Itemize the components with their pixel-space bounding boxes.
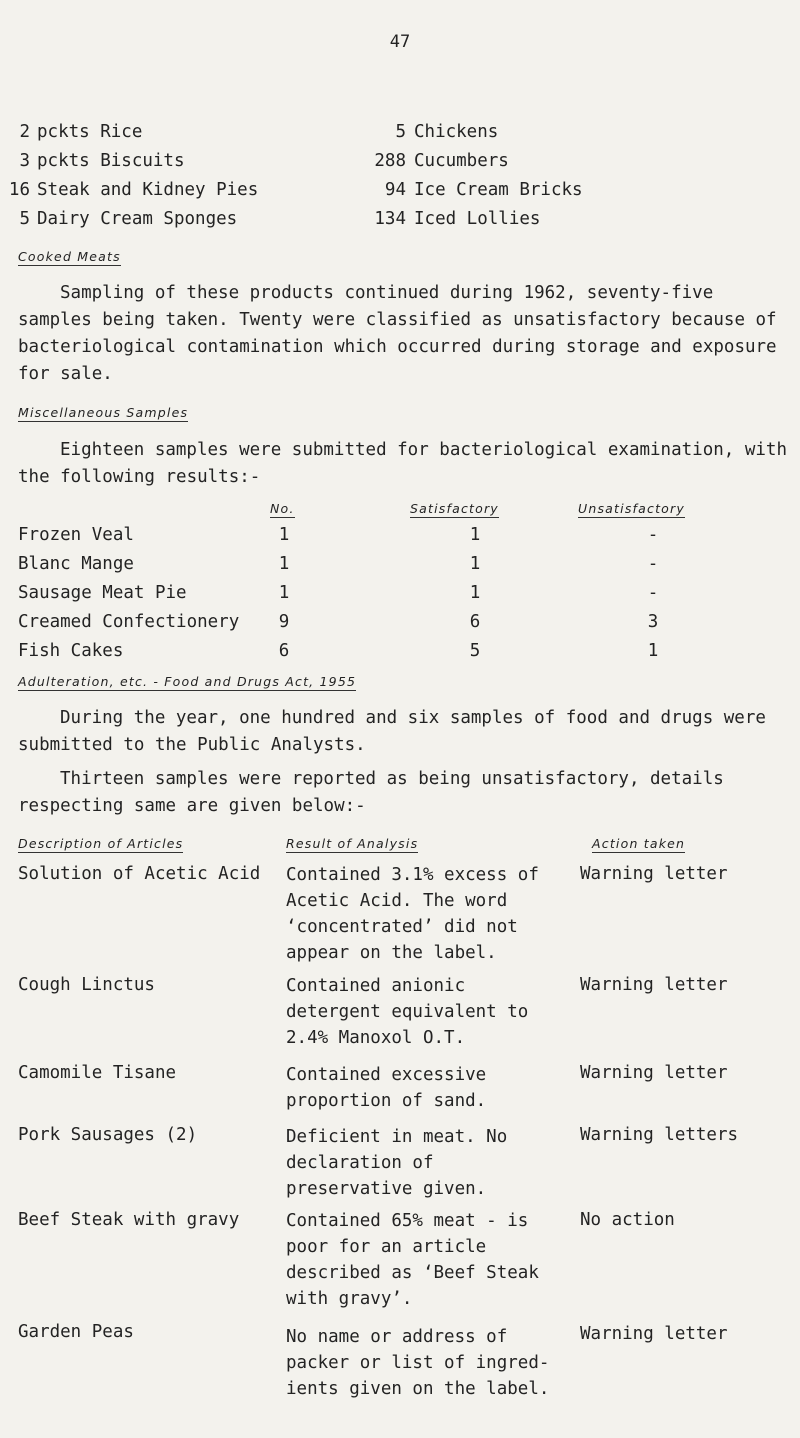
sample-unsatisfactory: - <box>647 554 659 574</box>
item-qty: 16 <box>8 180 30 200</box>
column-header-unsatisfactory: Unsatisfactory <box>578 501 685 516</box>
action-taken: Warning letter <box>580 1063 728 1083</box>
sample-no: 1 <box>278 583 290 603</box>
section-heading-adulteration: Adulteration, etc. - Food and Drugs Act, 1955 <box>18 674 357 689</box>
article-name: Beef Steak with gravy <box>18 1210 240 1230</box>
item-name: Steak and Kidney Pies <box>37 180 259 200</box>
article-name: Solution of Acetic Acid <box>18 864 261 884</box>
item-qty: 5 <box>19 209 30 229</box>
sample-unsatisfactory: - <box>647 583 659 603</box>
item-qty: 2 <box>19 122 30 142</box>
sample-satisfactory: 1 <box>469 554 481 574</box>
sample-satisfactory: 5 <box>469 641 481 661</box>
item-name: Iced Lollies <box>414 209 541 229</box>
sample-satisfactory: 1 <box>469 525 481 545</box>
item-name: pckts Biscuits <box>37 151 185 171</box>
adulteration-paragraph-1 <box>18 705 788 759</box>
sample-no: 1 <box>278 525 290 545</box>
cooked-meats-paragraph <box>18 280 788 388</box>
sample-no: 1 <box>278 554 290 574</box>
item-name: Cucumbers <box>414 151 509 171</box>
item-name: pckts Rice <box>37 122 143 142</box>
action-taken: Warning letter <box>580 1324 728 1344</box>
sample-name: Blanc Mange <box>18 554 134 574</box>
adulteration-text-2: Thirteen samples were reported as being unsatisfactory, details respecting same are given below:- <box>18 769 724 816</box>
section-heading-cooked-meats: Cooked Meats <box>18 249 121 264</box>
page-number: 47 <box>389 32 411 52</box>
item-qty: 134 <box>374 209 406 229</box>
article-name: Camomile Tisane <box>18 1063 177 1083</box>
item-qty: 3 <box>19 151 30 171</box>
column-header-satisfactory: Satisfactory <box>410 501 499 516</box>
analysis-result: Contained 65% meat - is poor for an article described as ‘Beef Steak with gravy’. <box>286 1211 539 1309</box>
action-taken: Warning letter <box>580 975 728 995</box>
sample-satisfactory: 6 <box>469 612 481 632</box>
item-qty: 5 <box>395 122 406 142</box>
sample-name: Creamed Confectionery <box>18 612 240 632</box>
item-name: Chickens <box>414 122 499 142</box>
sample-name: Fish Cakes <box>18 641 124 661</box>
action-taken: Warning letters <box>580 1125 739 1145</box>
column-header-description: Description of Articles <box>18 836 184 851</box>
article-name: Cough Linctus <box>18 975 155 995</box>
misc-text: Eighteen samples were submitted for bacteriological examination, with the following results:- <box>18 440 787 487</box>
sample-unsatisfactory: 1 <box>647 641 659 661</box>
action-taken: Warning letter <box>580 864 728 884</box>
sample-name: Frozen Veal <box>18 525 134 545</box>
column-header-action: Action taken <box>592 836 686 851</box>
section-heading-miscellaneous: Miscellaneous Samples <box>18 405 189 420</box>
column-header-result: Result of Analysis <box>286 836 419 851</box>
sample-unsatisfactory: 3 <box>647 612 659 632</box>
misc-paragraph <box>18 437 788 491</box>
sample-no: 6 <box>278 641 290 661</box>
analysis-result: Contained excessive proportion of sand. <box>286 1065 487 1111</box>
analysis-result: Contained anionic detergent equivalent to 2.4% Manoxol O.T. <box>286 976 529 1048</box>
article-name: Pork Sausages (2) <box>18 1125 198 1145</box>
item-name: Ice Cream Bricks <box>414 180 583 200</box>
analysis-result: No name or address of packer or list of ingred- ients given on the label. <box>286 1327 550 1399</box>
adulteration-paragraph-2 <box>18 766 788 820</box>
adulteration-text-1: During the year, one hundred and six samples of food and drugs were submitted to the Public Analysts. <box>18 708 766 755</box>
item-qty: 94 <box>384 180 406 200</box>
sample-satisfactory: 1 <box>469 583 481 603</box>
sample-unsatisfactory: - <box>647 525 659 545</box>
item-qty: 288 <box>374 151 406 171</box>
column-header-no: No. <box>270 501 295 516</box>
action-taken: No action <box>580 1210 675 1230</box>
analysis-result: Contained 3.1% excess of Acetic Acid. The word ‘concentrated’ did not appear on the label. <box>286 865 539 963</box>
sample-name: Sausage Meat Pie <box>18 583 187 603</box>
cooked-meats-text: Sampling of these products continued during 1962, seventy-five samples being taken. Twenty were classified as unsatisfactory because of bacteriological contamination which occurred during storage and exposure for sale. <box>18 283 777 384</box>
analysis-result: Deficient in meat. No declaration of preservative given. <box>286 1127 508 1199</box>
sample-no: 9 <box>278 612 290 632</box>
item-name: Dairy Cream Sponges <box>37 209 238 229</box>
article-name: Garden Peas <box>18 1322 134 1342</box>
